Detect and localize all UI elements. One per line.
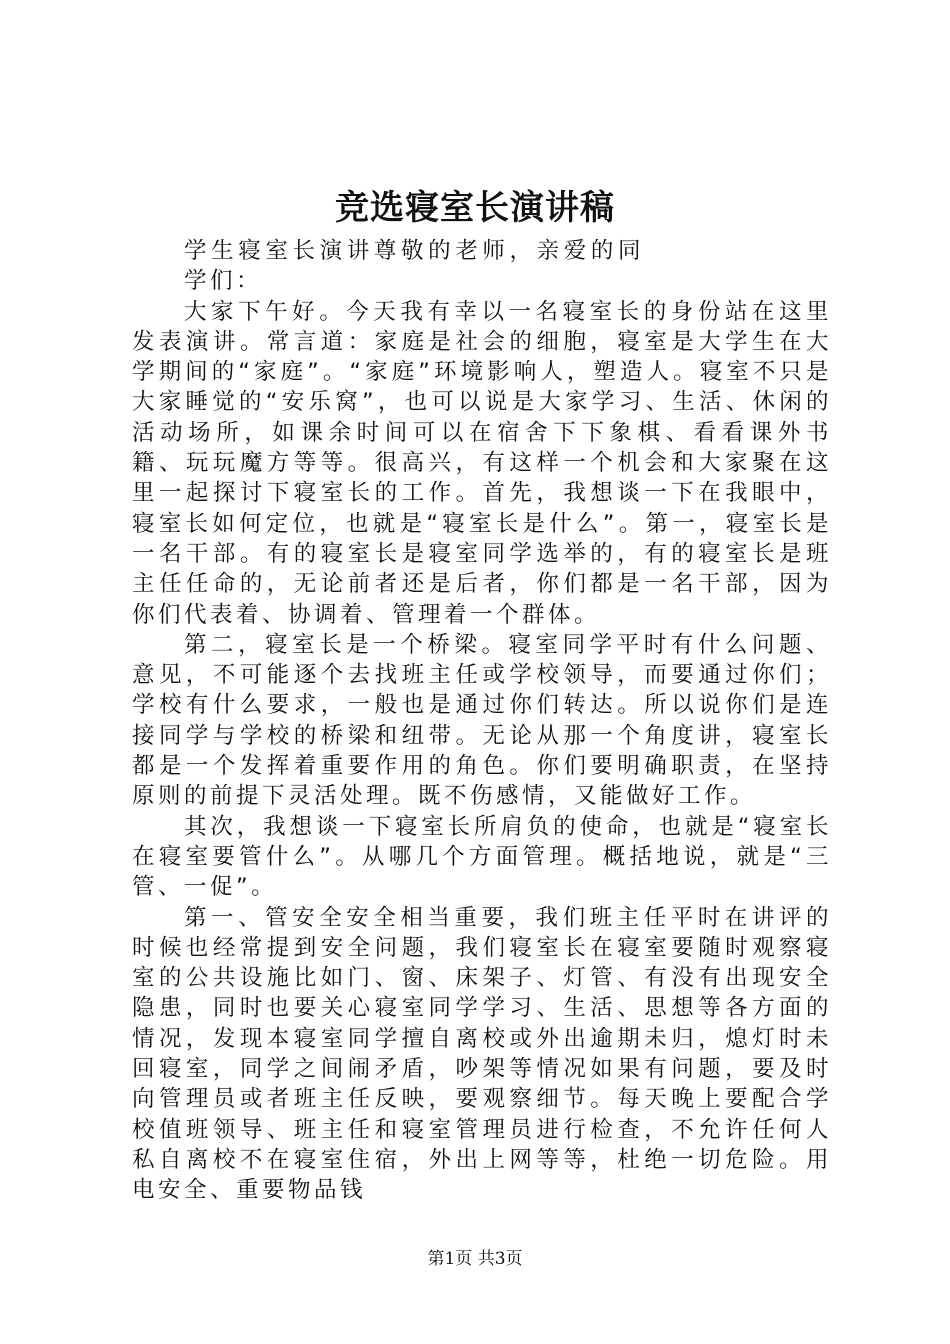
document-title: 竞选寝室长演讲稿 [335, 188, 615, 228]
paragraph: 大家下午好。今天我有幸以一名寝室长的身份站在这里发表演讲。常言道：家庭是社会的细胞，寝室是大学生在大学期间的“家庭”。“家庭”环境影响人，塑造人。寝室不只是大家睡觉的“安乐窝”，也可以说是大家学习、生活、休闲的活动场所，如课余时间可以在宿舍下下象棋、看看课外书籍、玩玩魔方等等。很高兴，有这样一个机会和大家聚在这里一起探讨下寝室长的工作。首先，我想谈一下在我眼中，寝室长如何定位，也就是“寝室长是什么”。第一，寝室长是一名干部。有的寝室长是寝室同学选举的，有的寝室长是班主任任命的，无论前者还是后者，你们都是一名干部，因为你们代表着、协调着、管理着一个群体。 [132, 298, 832, 628]
paragraph: 第二，寝室长是一个桥梁。寝室同学平时有什么问题、意见，不可能逐个去找班主任或学校领导，而要通过你们；学校有什么要求，一般也是通过你们转达。所以说你们是连接同学与学校的桥梁和纽带。无论从那一个角度讲，寝室长都是一个发挥着重要作用的角色。你们要明确职责，在坚持原则的前提下灵活处理。既不伤感情，又能做好工作。 [132, 631, 832, 810]
page-footer: 第1页 共3页 [427, 1249, 523, 1269]
paragraph: 第一、管安全安全相当重要，我们班主任平时在讲评的时候也经常提到安全问题，我们寝室长在寝室要随时观察寝室的公共设施比如门、窗、床架子、灯管、有没有出现安全隐患，同时也要关心寝室同学学习、生活、思想等各方面的情况，发现本寝室同学擅自离校或外出逾期未归，熄灯时未回寝室，同学之间闹矛盾，吵架等情况如果有问题，要及时向管理员或者班主任反映，要观察细节。每天晚上要配合学校值班领导、班主任和寝室管理员进行检查，不允许任何人私自离校不在寝室住宿，外出上网等等，杜绝一切危险。用电安全、重要物品钱 [132, 904, 832, 1204]
greeting: 学生寝室长演讲尊敬的老师，亲爱的同学们： [184, 238, 644, 295]
document-body [132, 236, 832, 1206]
paragraph: 其次，我想谈一下寝室长所肩负的使命，也就是“寝室长在寝室要管什么”。从哪几个方面管理。概括地说，就是“三管、一促”。 [132, 813, 832, 901]
